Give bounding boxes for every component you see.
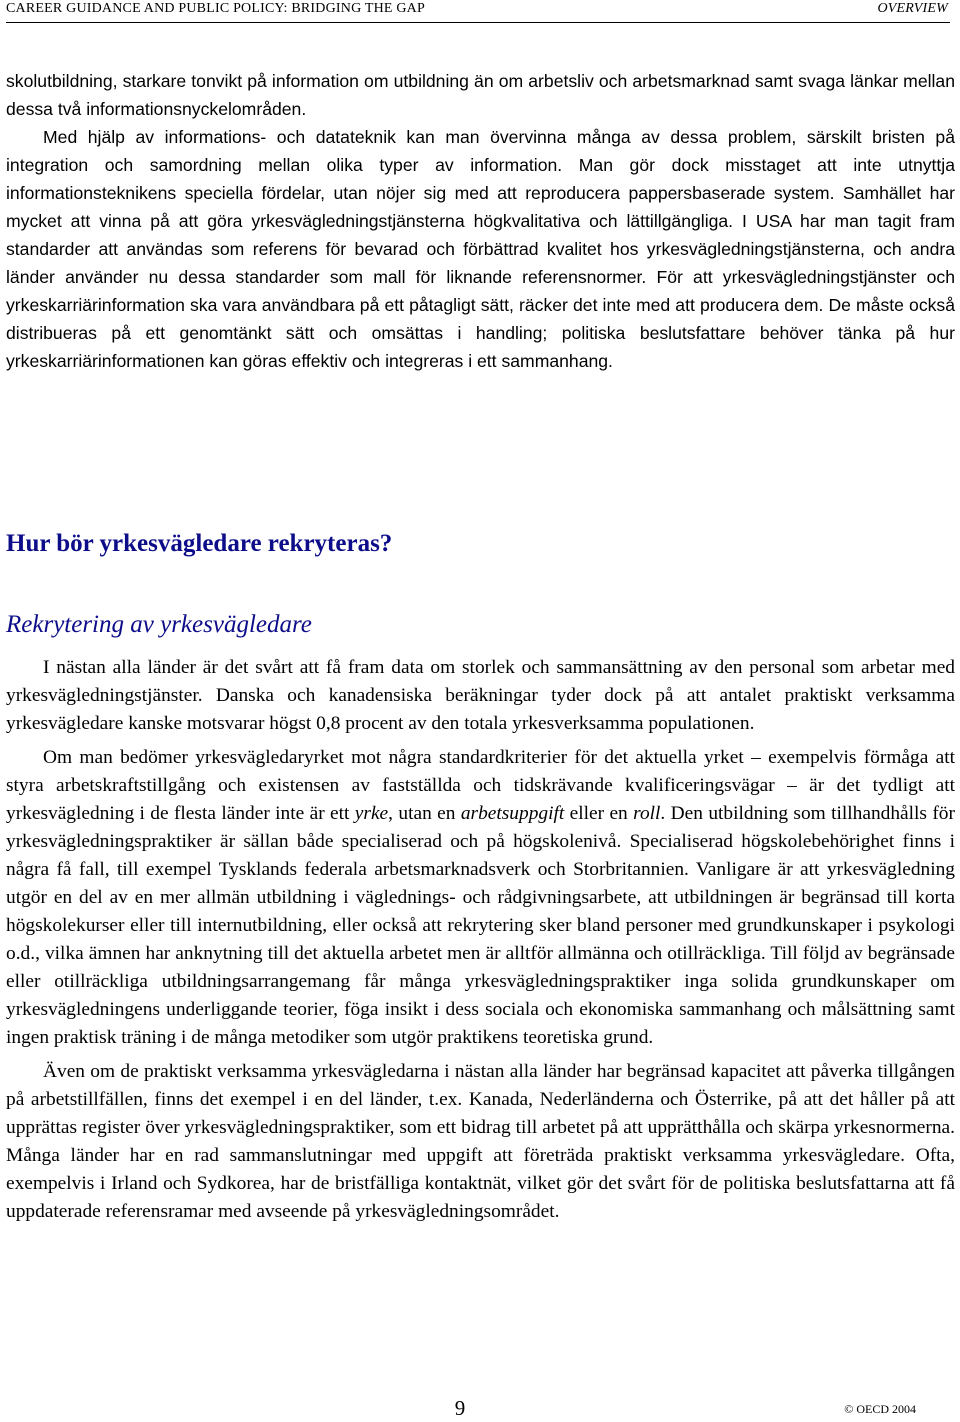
section-heading: Hur bör yrkesvägledare rekryteras?	[6, 530, 393, 557]
intro-sentence-4: Samhället har mycket att vinna på att göra yrkesvägledningstjänsterna högkvalitativa och lättillgängliga.	[6, 183, 955, 231]
paragraph-2-text-d: . Den utbildning som tillhandhålls för yrkesvägledningspraktiker är sällan både specialiserad och på högskolenivå. Specialiserad högskolebehörighet finns i några få fall, till exempel Tysklands federala arbetsmarknadsverk och Storbritannien. Vanligare är att yrkesvägledning utgör en del av en mer allmän utbildning i väglednings- och rådgivningsarbete, att utbildningen är begränsad till korta högskolekurser eller till internutbildning, eller också att rekrytering sker bland personer med grundkunskaper i psykologi o.d., vilka ämnen har anknytning till det aktuella arbetet men är alltför allmänna och otillräckliga. Till följd av begränsade eller otillräckliga utbildningsarrangemang får många yrkesvägledningspraktiker inga solida grundkunskaper om yrkesvägledningens underliggande teorier, föga insikt i dess sociala och ekonomiska sammanhang och målsättning samt ingen praktisk träning i de många metodiker som utgör praktikens teoretiska grund.	[6, 803, 955, 1048]
page-footer	[0, 1396, 960, 1420]
paragraph-2	[6, 744, 955, 1052]
emphasis-arbetsuppgift: arbetsuppgift	[460, 803, 565, 824]
paragraph-2-text-a: Om man bedömer yrkesvägledaryrket mot några standardkriterier för det aktuella yrket – exempelvis förmåga att styra arbetskraftstillgång och existensen av fastställda och tidskrävande kvalificeringsvägar – är det tydligt att yrkesvägledning i de flesta länder inte är ett	[6, 747, 955, 824]
intro-sentence-2: Med hjälp av informations- och datateknik kan man övervinna många av dessa problem, särskilt bristen på integration och samordning mellan olika typer av information.	[6, 127, 955, 175]
intro-text	[6, 67, 955, 375]
running-header	[6, 0, 950, 23]
intro-sentence-3: Man gör dock misstaget att inte utnyttja informationsteknikens speciella fördelar, utan nöjer sig med att reproducera pappersbaserade system.	[6, 155, 955, 203]
header-section-label: OVERVIEW	[877, 1, 948, 16]
header-title: CAREER GUIDANCE AND PUBLIC POLICY: BRIDGING THE GAP	[6, 1, 425, 16]
paragraph-2-text-b: , utan en	[388, 803, 456, 824]
body-text	[6, 654, 955, 1226]
intro-sentence-5: I USA har man tagit fram standarder att användas som referens för bevarad och förbättrad kvalitet hos yrkesvägledningstjänsterna, och andra länder använder nu dessa standarder som mall för liknande referensnormer.	[6, 211, 955, 287]
intro-sentence-1: skolutbildning, starkare tonvikt på information om utbildning än om arbetsliv och arbetsmarknad samt svaga länkar mellan dessa två informationsnyckelområden.	[6, 71, 955, 119]
emphasis-yrke: yrke	[354, 803, 389, 824]
page-number: 9	[454, 1396, 466, 1420]
paragraph-2-text-c: eller en	[569, 803, 628, 824]
intro-sentence-6: För att yrkesvägledningstjänster och yrkeskarriärinformation ska vara användbara på ett påtagligt sätt, räcker det inte med att producera dem.	[6, 267, 955, 315]
section-subheading: Rekrytering av yrkesvägledare	[6, 611, 312, 638]
intro-paragraph	[6, 67, 955, 375]
paragraph-1: I nästan alla länder är det svårt att få fram data om storlek och sammansättning av den personal som arbetar med yrkesvägledningstjänster. Danska och kanadensiska beräkningar tyder dock på att antalet praktiskt verksamma yrkesvägledare kanske motsvarar högst 0,8 procent av den totala yrkesverksamma populationen.	[6, 657, 955, 734]
emphasis-roll: roll	[633, 803, 661, 824]
paragraph-3: Även om de praktiskt verksamma yrkesvägledarna i nästan alla länder har begränsad kapacitet att påverka tillgången på arbetstillfällen, finns det exempel i en del länder, t.ex. Kanada, Nederländerna och Österrike, på att det håller på att upprättas register över yrkesvägledningspraktiker, som ett bidrag till arbetet på att upprätthålla och skärpa yrkesnormerna. Många länder har en rad sammanslutningar med uppgift att företräda praktiskt verksamma yrkesvägledare. Ofta, exempelvis i Irland och Sydkorea, har de bristfälliga kontaktnät, vilket gör det svårt för de politiska beslutsfattarna att få uppdaterade referensramar med avseende på yrkesvägledningsområdet.	[6, 1061, 955, 1222]
intro-sentence-7: De måste också distribueras på ett genomtänkt sätt och omsättas i handling; politiska beslutsfattare behöver tänka på hur yrkeskarriärinformationen kan göras effektiv och integreras i ett sammanhang.	[6, 295, 955, 371]
copyright-notice: © OECD 2004	[844, 1402, 916, 1416]
